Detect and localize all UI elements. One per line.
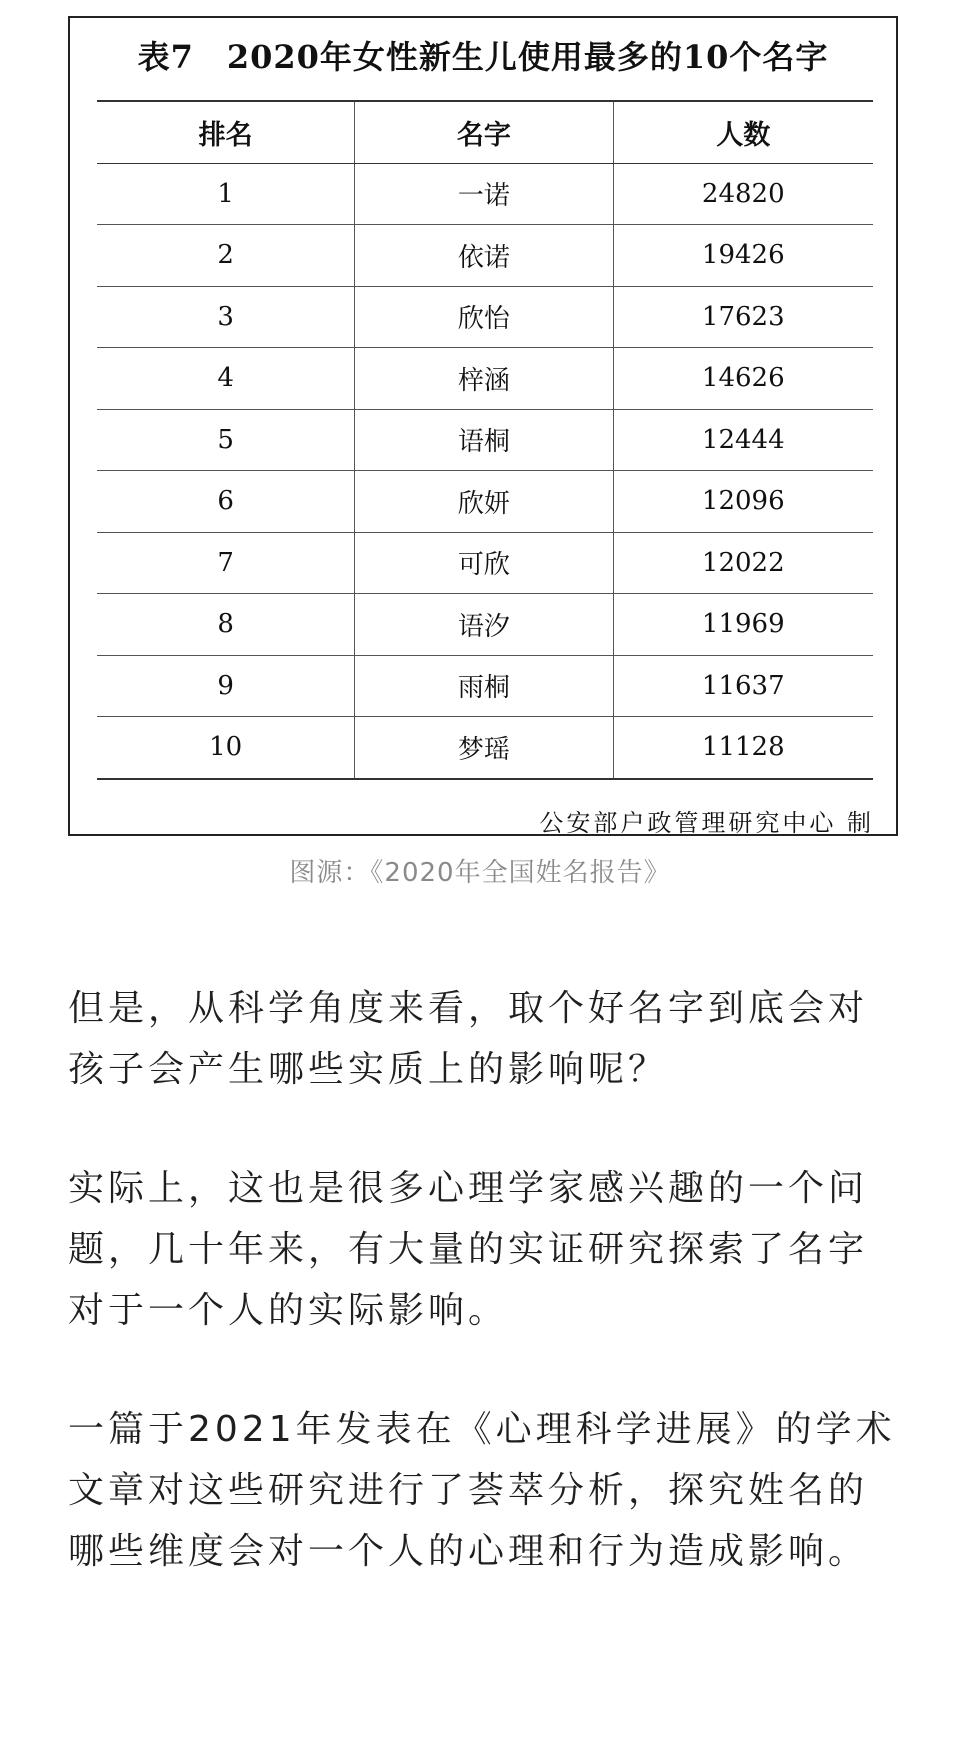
- rank-cell: 6: [97, 471, 355, 533]
- table-row: [97, 348, 873, 410]
- rank-cell: 7: [97, 532, 355, 594]
- count-cell: 11128: [613, 717, 873, 779]
- table-row: [97, 471, 873, 533]
- rank-cell: 9: [97, 655, 355, 717]
- name-ranking-table: [97, 100, 873, 780]
- header-name: 名字: [355, 101, 613, 163]
- name-cell: 欣妍: [355, 471, 613, 533]
- header-count: 人数: [613, 101, 873, 163]
- name-cell: 语汐: [355, 594, 613, 656]
- count-cell: 11637: [613, 655, 873, 717]
- table-row: [97, 532, 873, 594]
- table-row: [97, 717, 873, 779]
- count-cell: 12022: [613, 532, 873, 594]
- paragraph: 实际上，这也是很多心理学家感兴趣的一个问题，几十年来，有大量的实证研究探索了名字对于一个人的实际影响。: [68, 1168, 869, 1331]
- rank-cell: 2: [97, 225, 355, 287]
- name-cell: 可欣: [355, 532, 613, 594]
- name-cell: 梦瑶: [355, 717, 613, 779]
- count-cell: 14626: [613, 348, 873, 410]
- count-cell: 12444: [613, 409, 873, 471]
- table-row: [97, 163, 873, 225]
- count-cell: 24820: [613, 163, 873, 225]
- table-row: [97, 594, 873, 656]
- rank-cell: 1: [97, 163, 355, 225]
- rank-cell: 4: [97, 348, 355, 410]
- name-cell: 语桐: [355, 409, 613, 471]
- rank-cell: 3: [97, 286, 355, 348]
- header-rank: 排名: [97, 101, 355, 163]
- name-ranking-table-figure: [68, 16, 898, 836]
- rank-cell: 8: [97, 594, 355, 656]
- table-source-credit: 公安部户政管理研究中心 制: [539, 809, 874, 837]
- paragraph: 但是，从科学角度来看，取个好名字到底会对孩子会产生哪些实质上的影响呢？: [68, 988, 869, 1090]
- count-cell: 19426: [613, 225, 873, 287]
- table-header-row: [97, 101, 873, 163]
- table-title: 表7 2020年女性新生儿使用最多的10个名字: [137, 38, 829, 76]
- paragraph: 一篇于2021年发表在《心理科学进展》的学术文章对这些研究进行了荟萃分析，探究姓名的哪些维度会对一个人的心理和行为造成影响。: [68, 1409, 896, 1572]
- rank-cell: 10: [97, 717, 355, 779]
- article-body: [68, 978, 900, 1640]
- name-cell: 梓涵: [355, 348, 613, 410]
- table-row: [97, 286, 873, 348]
- count-cell: 11969: [613, 594, 873, 656]
- table-row: [97, 655, 873, 717]
- name-cell: 依诺: [355, 225, 613, 287]
- image-caption: 图源：《2020年全国姓名报告》: [289, 858, 671, 888]
- name-cell: 雨桐: [355, 655, 613, 717]
- name-cell: 一诺: [355, 163, 613, 225]
- count-cell: 12096: [613, 471, 873, 533]
- table-row: [97, 409, 873, 471]
- name-cell: 欣怡: [355, 286, 613, 348]
- rank-cell: 5: [97, 409, 355, 471]
- count-cell: 17623: [613, 286, 873, 348]
- table-row: [97, 225, 873, 287]
